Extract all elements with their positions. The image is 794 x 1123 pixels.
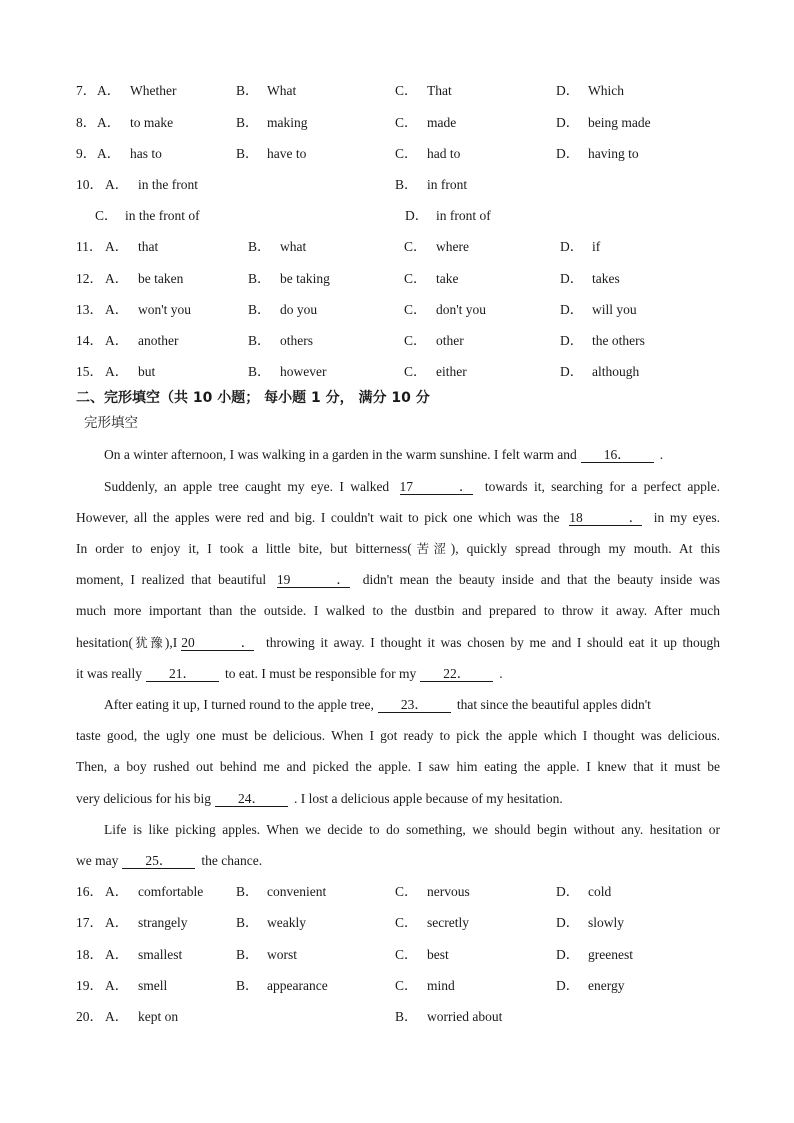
option-letter-a: A．	[105, 177, 129, 192]
question-number: 10．	[76, 177, 103, 192]
option-text-a: won't you	[138, 302, 192, 317]
passage-line: After eating it up, I turned round to the apple tree, 23． that since the beautiful apples didn't	[104, 697, 651, 712]
question-number: 9．	[76, 146, 97, 161]
option-text-d: although	[592, 364, 640, 379]
option-text-c: where	[436, 239, 469, 254]
option-letter-a: A．	[105, 915, 129, 930]
option-letter-a: A．	[105, 333, 129, 348]
option-letter-b: B．	[236, 978, 259, 993]
option-letter-a: A．	[105, 947, 129, 962]
question-number: 16．	[76, 884, 103, 899]
option-letter-c: C．	[395, 978, 418, 993]
option-text-a: in the front	[138, 177, 198, 192]
option-text-b: however	[280, 364, 327, 379]
passage-line: it was really 21． to eat. I must be responsible for my 22． .	[76, 666, 503, 681]
option-text-b: making	[267, 115, 308, 130]
question-number: 13．	[76, 302, 103, 317]
option-text-b: what	[280, 239, 307, 254]
option-letter-c: C．	[404, 364, 427, 379]
option-letter-b: B．	[248, 302, 271, 317]
option-letter-a: A．	[97, 83, 121, 98]
option-letter-b: B．	[236, 83, 259, 98]
option-text-d: slowly	[588, 915, 625, 930]
passage-line: Then, a boy rushed out behind me and picked the apple. I saw him eating the apple. I knew that it must be	[76, 759, 720, 774]
option-letter-c: C．	[404, 239, 427, 254]
passage-line: Life is like picking apples. When we decide to do something, we should begin without any. hesitation or	[104, 822, 720, 837]
option-text-d: energy	[588, 978, 625, 993]
option-letter-a: A．	[105, 364, 129, 379]
option-letter-c: C．	[95, 208, 118, 223]
option-letter-a: A．	[105, 978, 129, 993]
option-text-b: do you	[280, 302, 318, 317]
option-text-b: have to	[267, 146, 307, 161]
option-letter-b: B．	[248, 239, 271, 254]
option-letter-a: A．	[105, 302, 129, 317]
question-number: 8．	[76, 115, 97, 130]
option-letter-b: B．	[236, 884, 259, 899]
option-letter-c: C．	[395, 146, 418, 161]
option-text-c: take	[436, 271, 459, 286]
option-letter-c: C．	[395, 884, 418, 899]
option-letter-a: A．	[105, 271, 129, 286]
option-text-b: convenient	[267, 884, 327, 899]
option-text-c: either	[436, 364, 467, 379]
option-letter-c: C．	[395, 947, 418, 962]
option-text-d: takes	[592, 271, 620, 286]
option-letter-d: D．	[556, 947, 580, 962]
answer-blank-22[interactable]: 22．	[420, 666, 493, 682]
answer-blank-23[interactable]: 23．	[378, 697, 451, 713]
option-text-c: other	[436, 333, 464, 348]
answer-blank-17[interactable]: 17．	[399, 479, 473, 494]
question-number: 20．	[76, 1009, 103, 1024]
option-text-d: cold	[588, 884, 612, 899]
answer-blank-20[interactable]: 20．	[181, 635, 255, 650]
option-text-d: the others	[592, 333, 645, 348]
option-letter-d: D．	[560, 364, 584, 379]
option-text-c: don't you	[436, 302, 487, 317]
option-text-c: secretly	[427, 915, 469, 930]
question-number: 14．	[76, 333, 103, 348]
option-text-c: in the front of	[125, 208, 200, 223]
answer-blank-18[interactable]: 18．	[569, 510, 643, 525]
option-text-a: has to	[130, 146, 162, 161]
option-text-a: comfortable	[138, 884, 204, 899]
section-heading: 二、完形填空（共 10 小题； 每小题 1 分， 满分 10 分	[76, 390, 430, 406]
option-letter-b: B．	[236, 115, 259, 130]
passage-line: much more important than the outside. I walked to the dustbin and prepared to throw it away. After much	[76, 603, 720, 618]
option-letter-d: D．	[556, 884, 580, 899]
passage-line: On a winter afternoon, I was walking in a garden in the warm sunshine. I felt warm and 16． .	[104, 447, 664, 462]
option-letter-d: D．	[556, 83, 580, 98]
question-number: 17．	[76, 915, 103, 930]
option-text-b: What	[267, 83, 297, 98]
option-text-b: others	[280, 333, 313, 348]
option-text-c: made	[427, 115, 457, 130]
question-number: 15．	[76, 364, 103, 379]
option-text-d: being made	[588, 115, 651, 130]
option-text-a: be taken	[138, 271, 184, 286]
option-letter-c: C．	[395, 915, 418, 930]
answer-blank-16[interactable]: 16．	[581, 447, 654, 463]
option-letter-a: A．	[105, 239, 129, 254]
option-letter-c: C．	[404, 302, 427, 317]
option-text-a: strangely	[138, 915, 188, 930]
option-text-b: appearance	[267, 978, 328, 993]
option-letter-c: C．	[404, 333, 427, 348]
passage-line: very delicious for his big 24． . I lost a delicious apple because of my hesitation.	[76, 791, 563, 806]
option-letter-d: D．	[556, 146, 580, 161]
option-letter-d: D．	[560, 239, 584, 254]
option-text-a: that	[138, 239, 159, 254]
option-text-b: in front	[427, 177, 468, 192]
option-letter-b: B．	[248, 364, 271, 379]
answer-blank-21[interactable]: 21．	[146, 666, 219, 682]
option-letter-d: D．	[556, 978, 580, 993]
option-text-d: Which	[588, 83, 624, 98]
option-text-b: worried about	[427, 1009, 503, 1024]
option-letter-d: D．	[405, 208, 429, 223]
question-number: 11．	[76, 239, 103, 254]
question-number: 18．	[76, 947, 103, 962]
answer-blank-25[interactable]: 25．	[122, 853, 195, 869]
answer-blank-24[interactable]: 24．	[215, 791, 288, 807]
option-letter-b: B．	[248, 333, 271, 348]
option-letter-c: C．	[395, 115, 418, 130]
option-text-c: That	[427, 83, 452, 98]
option-text-d: will you	[592, 302, 637, 317]
passage-line: moment, I realized that beautiful 19． didn't mean the beauty inside and that the beauty inside was	[76, 572, 721, 587]
passage-line: we may 25． the chance.	[76, 853, 263, 868]
passage-line: However, all the apples were red and big. I couldn't wait to pick one which was the 18． in my eyes.	[76, 510, 721, 525]
passage-line: hesitation(犹豫),I 20． throwing it away. I thought it was chosen by me and I should eat it up though	[76, 635, 721, 650]
question-number: 7．	[76, 83, 97, 98]
option-letter-a: A．	[97, 115, 121, 130]
option-letter-d: D．	[560, 333, 584, 348]
option-text-a: to make	[130, 115, 174, 130]
passage-line: taste good, the ugly one must be delicious. When I got ready to pick the apple which I thought was delicious.	[76, 728, 720, 743]
option-text-c: nervous	[427, 884, 470, 899]
option-letter-d: D．	[556, 115, 580, 130]
option-text-a: another	[138, 333, 179, 348]
passage-line: Suddenly, an apple tree caught my eye. I walked 17． towards it, searching for a perfect apple.	[104, 479, 721, 494]
option-letter-c: C．	[404, 271, 427, 286]
option-letter-b: B．	[395, 177, 418, 192]
option-text-b: weakly	[267, 915, 306, 930]
option-text-a: kept on	[138, 1009, 179, 1024]
option-letter-d: D．	[560, 271, 584, 286]
option-text-a: but	[138, 364, 156, 379]
option-letter-b: B．	[236, 146, 259, 161]
option-text-c: best	[427, 947, 449, 962]
option-text-a: smell	[138, 978, 168, 993]
option-text-a: Whether	[130, 83, 177, 98]
answer-blank-19[interactable]: 19．	[276, 572, 350, 587]
question-number: 12．	[76, 271, 103, 286]
option-text-c: mind	[427, 978, 455, 993]
option-text-d: in front of	[436, 208, 491, 223]
passage-line: In order to enjoy it, I took a little bite, but bitterness(苦涩), quickly spread through my mouth. At this	[76, 541, 720, 556]
option-text-b: be taking	[280, 271, 330, 286]
option-letter-c: C．	[395, 83, 418, 98]
option-text-c: had to	[427, 146, 461, 161]
option-text-d: having to	[588, 146, 639, 161]
option-letter-d: D．	[560, 302, 584, 317]
section-subheading: 完形填空	[84, 415, 138, 431]
option-letter-a: A．	[97, 146, 121, 161]
option-text-b: worst	[267, 947, 297, 962]
option-text-d: if	[592, 239, 601, 254]
option-text-a: smallest	[138, 947, 183, 962]
option-letter-b: B．	[236, 915, 259, 930]
option-letter-b: B．	[236, 947, 259, 962]
option-text-d: greenest	[588, 947, 633, 962]
option-letter-a: A．	[105, 884, 129, 899]
option-letter-d: D．	[556, 915, 580, 930]
question-number: 19．	[76, 978, 103, 993]
option-letter-a: A．	[105, 1009, 129, 1024]
option-letter-b: B．	[248, 271, 271, 286]
option-letter-b: B．	[395, 1009, 418, 1024]
